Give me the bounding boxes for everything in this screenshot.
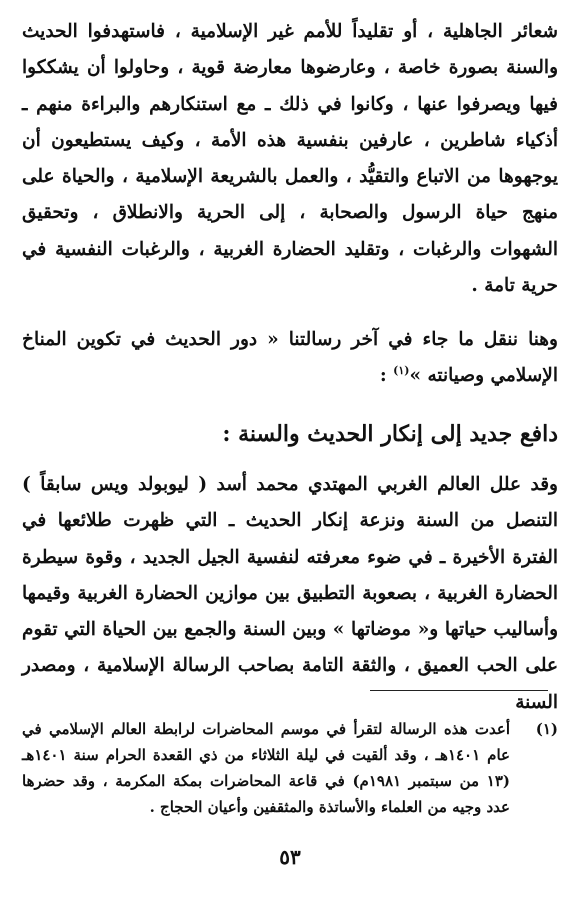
section-heading: دافع جديد إلى إنكار الحديث والسنة :	[222, 421, 558, 447]
paragraph-muhammad-asad: وقد علل العالم الغربي المهتدي محمد أسد ( ليوبولد ويس سابقاً ) التنصل من السنة ونزعة إنكار الحديث ـ التي ظهرت طلائعها في الفترة الأخيرة ـ في ضوء معرفته لنفسية الجيل الجديد ، وقوة سيطرة الحضارة الغربية ، بصعوبة التطبيق بين موازين الحضارة الغربية وقيمها وأساليب حياتها و« موضاتها » وبين السنة والجمع بين الحياة التي تقوم على الحب العميق ، والثقة التامة بصاحب الرسالة الإسلامية ، ومصدر السنة	[22, 474, 558, 713]
footnote-divider	[370, 690, 548, 691]
paragraph-quote-intro	[22, 322, 558, 395]
paragraph-quote-intro-colon: :	[379, 365, 394, 387]
footnote-text: أعدت هذه الرسالة لتقرأ في موسم المحاضرات لرابطة العالم الإسلامي في عام ١٤٠١هـ ، وقد ألقيت في ليلة الثلاثاء من ذي القعدة الحرام سنة ١٤٠١هـ (١٣ من سبتمبر ١٩٨١م) في قاعة المحاضرات بمكة المكرمة ، وقد حضرها عدد وجيه من العلماء والأساتذة والمثقفين وأعيان الحجاج .	[22, 720, 510, 816]
footnote	[22, 716, 558, 820]
page-number: ٥٣	[279, 845, 301, 869]
paragraph-continuation: شعائر الجاهلية ، أو تقليداً للأمم غير الإسلامية ، فاستهدفوا الحديث والسنة بصورة خاصة ، وعارضوها معارضة قوية ، وحاولوا أن يشككوا فيها ويصرفوا عنها ، وكانوا في ذلك ـ مع استنكارهم والبراءة منهم ـ أذكياء شاطرين ، عارفين بنفسية هذه الأمة ، وكيف يستطيعون أن يوجهوها من الاتباع والتقيُّد ، والعمل بالشريعة الإسلامية ، والحياة على منهج حياة الرسول والصحابة ، إلى الحرية والانطلاق ، وتحقيق الشهوات والرغبات ، وتقليد الحضارة الغربية ، والرغبات النفسية في حرية تامة .	[22, 21, 558, 297]
footnote-number: (١)	[535, 720, 558, 738]
paragraph-quote-intro-text: وهنا ننقل ما جاء في آخر رسالتنا « دور الحديث في تكوين المناخ الإسلامي وصيانته »	[22, 329, 558, 387]
footnote-reference: (١)	[393, 364, 410, 378]
